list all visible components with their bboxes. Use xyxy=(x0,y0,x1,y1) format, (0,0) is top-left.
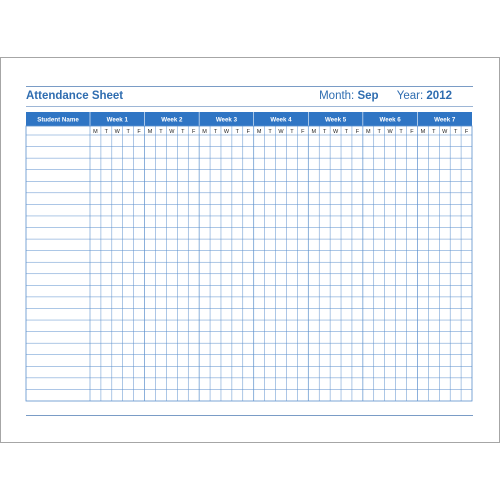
day-label: M xyxy=(420,129,426,135)
week-header-2: Week 2 xyxy=(161,116,183,124)
day-label: T xyxy=(126,129,130,135)
day-label: T xyxy=(453,129,458,135)
week-header-4: Week 4 xyxy=(270,116,292,124)
week-header-6: Week 6 xyxy=(379,116,401,124)
grid-border xyxy=(26,126,472,401)
day-label: T xyxy=(322,129,327,135)
day-label: F xyxy=(191,129,196,135)
week-header-1: Week 1 xyxy=(106,116,128,124)
month-value[interactable]: Sep xyxy=(357,90,379,102)
day-label: W xyxy=(387,129,393,135)
day-label: W xyxy=(332,129,339,135)
month-label: Month: xyxy=(319,90,355,102)
day-label: W xyxy=(442,129,448,135)
day-label: T xyxy=(399,129,403,135)
day-label: W xyxy=(169,129,175,135)
day-label: W xyxy=(278,129,284,135)
sheet-title: Attendance Sheet xyxy=(26,90,124,102)
day-label: T xyxy=(268,129,272,135)
day-label: T xyxy=(104,129,109,135)
student-name-header: Student Name xyxy=(37,116,79,124)
day-label: F xyxy=(410,129,414,135)
bottom-rule xyxy=(26,415,473,416)
day-label: M xyxy=(366,129,371,135)
day-label: T xyxy=(181,129,185,135)
day-label: F xyxy=(137,129,141,135)
day-label: M xyxy=(256,129,262,135)
day-label: W xyxy=(223,129,230,135)
day-label: T xyxy=(159,129,163,135)
day-label: M xyxy=(202,129,207,135)
week-header-3: Week 3 xyxy=(215,116,238,124)
day-label: F xyxy=(246,129,250,135)
week-header-5: Week 5 xyxy=(324,116,347,124)
day-label: T xyxy=(344,129,349,135)
day-label: M xyxy=(311,129,317,135)
day-label: T xyxy=(235,129,240,135)
header-bar xyxy=(26,112,472,126)
day-label: F xyxy=(355,129,360,135)
year-value[interactable]: 2012 xyxy=(426,90,452,102)
week-header-7: Week 7 xyxy=(434,116,456,124)
day-label: F xyxy=(464,129,469,135)
day-label: M xyxy=(93,129,98,135)
day-label: M xyxy=(147,129,153,135)
day-label: T xyxy=(377,129,381,135)
day-label: W xyxy=(114,129,120,135)
day-label: T xyxy=(213,129,218,135)
day-label: T xyxy=(290,129,294,135)
day-label: T xyxy=(432,129,436,135)
day-label: F xyxy=(301,129,305,135)
year-label: Year: xyxy=(396,90,424,102)
